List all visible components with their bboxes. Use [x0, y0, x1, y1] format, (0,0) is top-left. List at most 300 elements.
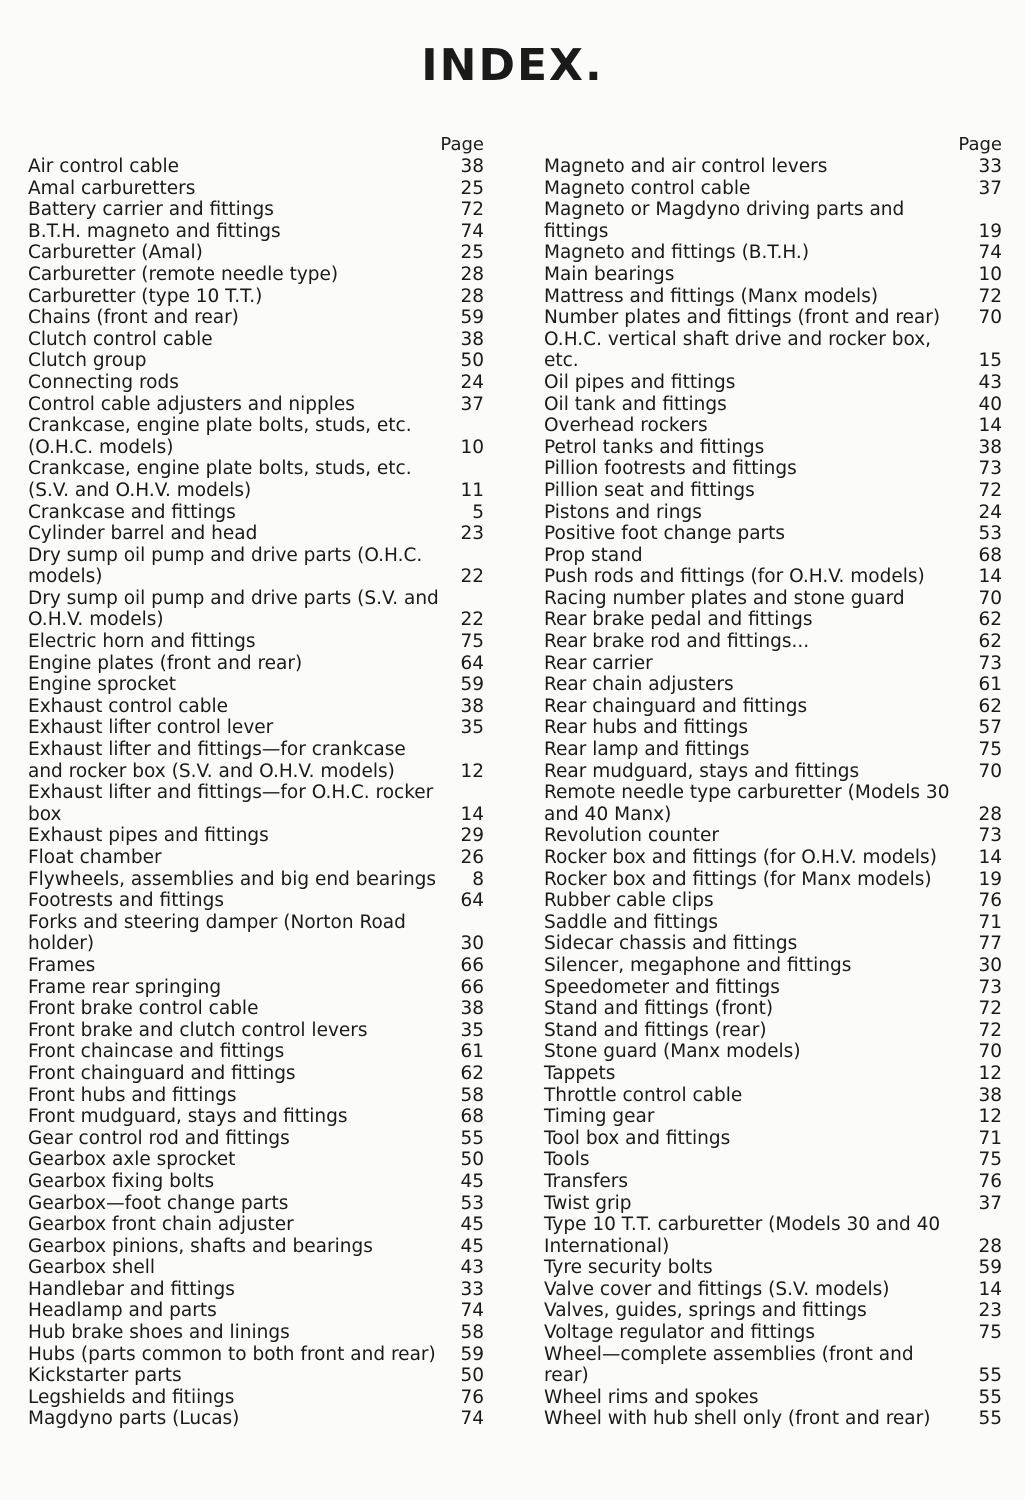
index-entry-text: [544, 653, 962, 675]
index-entry: [544, 1344, 1006, 1387]
index-entry-label: Gearbox—foot change parts: [28, 1192, 289, 1214]
index-entry-page: 28: [978, 803, 1002, 825]
index-entry-label: Push rods and fittings (for O.H.V. models): [544, 566, 925, 588]
index-entry-label: Exhaust pipes and fittings: [28, 825, 269, 847]
index-entry: [544, 761, 1006, 783]
index-entry-page: 66: [460, 954, 484, 976]
index-entry: [28, 782, 488, 825]
index-column-right: [544, 134, 1006, 1430]
index-entry-label: Rubber cable clips: [544, 890, 714, 912]
index-entry-page: 64: [460, 890, 484, 912]
index-entry-page: 72: [978, 998, 1002, 1020]
index-entry-text: [28, 782, 444, 825]
index-entry-label: Timing gear: [544, 1106, 655, 1128]
index-entry: [28, 394, 488, 416]
index-entry-label: Rear carrier: [544, 652, 653, 674]
index-entry-page: 53: [978, 523, 1002, 545]
index-entry: [544, 1063, 1006, 1085]
index-entry-page: 59: [978, 1257, 1002, 1279]
index-entry-text: [544, 502, 962, 524]
index-entry-label: Rear chainguard and fittings: [544, 695, 808, 717]
index-entry-label: Electric horn and fittings: [28, 631, 256, 653]
index-entry-label: Headlamp and parts: [28, 1300, 217, 1322]
index-entry-label: Valve cover and fittings (S.V. models): [544, 1278, 890, 1300]
index-entry: [544, 1171, 1006, 1193]
index-entry-text: [544, 1322, 962, 1344]
index-entry: [28, 869, 488, 891]
index-entry-text: [28, 523, 444, 545]
index-entry-page: 77: [978, 933, 1002, 955]
index-entry-text: [544, 847, 962, 869]
index-entry-page: 23: [460, 523, 484, 545]
index-entry-text: [28, 307, 444, 329]
index-entry: [28, 739, 488, 782]
index-entry: [544, 588, 1006, 610]
index-entry-label: Front chainguard and fittings: [28, 1062, 296, 1084]
index-entry-label: Kickstarter parts: [28, 1365, 182, 1387]
index-entry-label: Battery carrier and fittings: [28, 199, 274, 221]
index-entry-text: [544, 242, 962, 264]
index-entry-text: [28, 1322, 444, 1344]
index-entry: [28, 1020, 488, 1042]
index-entry-label: Carburetter (type 10 T.T.): [28, 285, 263, 307]
index-entry-label: Clutch control cable: [28, 328, 213, 350]
index-entry-text: [544, 869, 962, 891]
index-entry-label: Gearbox shell: [28, 1257, 156, 1279]
index-entry-page: 66: [460, 976, 484, 998]
index-entry-page: 33: [978, 156, 1002, 177]
index-entry-text: [28, 912, 444, 955]
page-column-header: Page: [958, 134, 1002, 155]
index-entry-text: [28, 1171, 444, 1193]
index-entry-page: 28: [460, 285, 484, 307]
index-entry: [544, 545, 1006, 567]
index-entry-page: 58: [460, 1084, 484, 1106]
index-entry: [28, 264, 488, 286]
index-entry-label: Amal carburetters: [28, 177, 196, 199]
index-column-left: [28, 134, 488, 1430]
index-entry-page: 14: [978, 1278, 1002, 1300]
index-entry-text: [544, 739, 962, 761]
index-entry-text: [544, 825, 962, 847]
index-entry-text: [28, 350, 444, 372]
index-entry-label: Hub brake shoes and linings: [28, 1322, 290, 1344]
index-entry-text: [28, 1300, 444, 1322]
index-entry: [28, 1365, 488, 1387]
index-entry-text: [544, 372, 962, 394]
index-entry-text: [544, 199, 962, 242]
index-entry: [544, 394, 1006, 416]
index-entry: [28, 1257, 488, 1279]
index-entry-page: 11: [460, 479, 484, 501]
index-entry-text: [544, 1193, 962, 1215]
index-entry: [28, 1041, 488, 1063]
index-entry-label: Rear brake pedal and fittings: [544, 609, 813, 631]
index-entry: [28, 1236, 488, 1258]
index-entry-text: [544, 156, 962, 178]
index-entry-page: 38: [978, 436, 1002, 458]
index-entry-label: Crankcase and fittings: [28, 501, 236, 523]
index-entry-page: 74: [460, 1300, 484, 1322]
index-entry: [28, 674, 488, 696]
index-entry-page: 55: [978, 1386, 1002, 1408]
index-entry: [28, 1214, 488, 1236]
index-entry: [544, 523, 1006, 545]
index-entry-page: 75: [978, 1149, 1002, 1171]
index-entry: [28, 1193, 488, 1215]
index-entry-page: 75: [978, 739, 1002, 761]
index-entry-page: 37: [460, 393, 484, 415]
index-entry-text: [28, 977, 444, 999]
index-entry-label: Exhaust lifter and fittings—for O.H.C. rocker box: [28, 782, 434, 825]
index-entry-text: [544, 437, 962, 459]
index-entry-page: 22: [460, 609, 484, 631]
index-entry-text: [544, 1171, 962, 1193]
index-entry-label: Clutch group: [28, 350, 147, 372]
index-entry-text: [544, 674, 962, 696]
index-entry-page: 38: [978, 1084, 1002, 1106]
index-entry-page: 19: [978, 868, 1002, 890]
index-entry: [544, 696, 1006, 718]
index-entry: [544, 1300, 1006, 1322]
index-entry: [28, 1106, 488, 1128]
index-entry-label: Mattress and fittings (Manx models): [544, 285, 879, 307]
index-entry-page: 62: [978, 631, 1002, 653]
index-entry-page: 10: [460, 436, 484, 458]
index-entry-text: [28, 242, 444, 264]
index-entry-page: 40: [978, 393, 1002, 415]
index-entry-page: 35: [460, 1019, 484, 1041]
index-entry-label: Control cable adjusters and nipples: [28, 393, 355, 415]
index-entry-text: [544, 458, 962, 480]
index-entry-label: Tools: [544, 1149, 590, 1171]
index-entry-text: [544, 1279, 962, 1301]
index-entry-label: Voltage regulator and fittings: [544, 1322, 815, 1344]
index-entry-label: Frame rear springing: [28, 976, 222, 998]
index-entry-label: Pillion footrests and fittings: [544, 458, 797, 480]
index-entry-text: [544, 631, 962, 653]
index-entry: [544, 566, 1006, 588]
index-entry-text: [544, 761, 962, 783]
index-entry-text: [28, 286, 444, 308]
index-entry-text: [28, 156, 444, 178]
index-entry-label: Flywheels, assemblies and big end bearings: [28, 868, 437, 890]
index-entry: [28, 372, 488, 394]
index-entry-label: Transfers: [544, 1170, 629, 1192]
index-entry-text: [544, 286, 962, 308]
index-entry-text: [544, 977, 962, 999]
index-entry-text: [544, 955, 962, 977]
index-entry-label: B.T.H. magneto and fittings: [28, 220, 281, 242]
index-entry: [544, 825, 1006, 847]
index-entry-label: Frames: [28, 954, 96, 976]
index-entry-text: [28, 825, 444, 847]
index-entry-label: Front brake and clutch control levers: [28, 1019, 368, 1041]
index-entry-text: [28, 372, 444, 394]
index-entry: [544, 156, 1006, 178]
index-entry-page: 14: [460, 803, 484, 825]
index-entry-page: 5: [472, 501, 484, 523]
index-entry: [544, 415, 1006, 437]
index-entry-text: [28, 221, 444, 243]
index-entry: [544, 307, 1006, 329]
index-entry-label: Carburetter (remote needle type): [28, 263, 339, 285]
index-entry: [28, 178, 488, 200]
index-entry: [28, 1279, 488, 1301]
index-entry-label: Engine plates (front and rear): [28, 652, 303, 674]
index-entry-text: [544, 566, 962, 588]
index-entry: [544, 998, 1006, 1020]
index-entry-page: 25: [460, 242, 484, 264]
index-entry: [28, 890, 488, 912]
index-entry-page: 74: [978, 242, 1002, 264]
index-entry-label: Hubs (parts common to both front and rear): [28, 1343, 436, 1365]
index-entry-text: [28, 998, 444, 1020]
index-entry-page: 72: [460, 199, 484, 221]
index-entry-text: [28, 955, 444, 977]
index-entry-label: Magneto control cable: [544, 177, 751, 199]
index-entry-page: 76: [978, 890, 1002, 912]
index-entry-text: [28, 1063, 444, 1085]
index-entry: [544, 977, 1006, 999]
index-entry-text: [28, 199, 444, 221]
index-entry: [544, 653, 1006, 675]
index-entry-text: [28, 1128, 444, 1150]
index-entry-text: [544, 1106, 962, 1128]
index-entry-page: 30: [460, 933, 484, 955]
index-entry-label: Chains (front and rear): [28, 307, 239, 329]
index-entry: [544, 869, 1006, 891]
index-entry-page: 74: [460, 1408, 484, 1430]
index-entry-page: 45: [460, 1214, 484, 1236]
index-entry-label: Positive foot change parts: [544, 523, 786, 545]
index-entry-label: Main bearings: [544, 263, 675, 285]
index-entry: [544, 1387, 1006, 1409]
index-entry-page: 43: [460, 1257, 484, 1279]
index-entry: [28, 1085, 488, 1107]
index-entry-page: 55: [978, 1365, 1002, 1387]
index-entry-page: 70: [978, 307, 1002, 329]
index-entry-label: Tool box and fittings: [544, 1127, 731, 1149]
index-entry-page: 30: [978, 954, 1002, 976]
index-entry-page: 50: [460, 350, 484, 372]
index-entry-label: Exhaust control cable: [28, 695, 228, 717]
index-entry: [544, 437, 1006, 459]
index-entry-label: Handlebar and fittings: [28, 1278, 235, 1300]
index-entry-label: Rocker box and fittings (for Manx models): [544, 868, 932, 890]
index-entry-text: [544, 545, 962, 567]
index-entry: [544, 912, 1006, 934]
index-entry-label: Front brake control cable: [28, 998, 259, 1020]
index-entry-text: [544, 1344, 962, 1387]
index-entry-label: Carburetter (Amal): [28, 242, 203, 264]
index-entry-label: Stone guard (Manx models): [544, 1041, 801, 1063]
index-entry-text: [544, 933, 962, 955]
index-entry-page: 76: [460, 1386, 484, 1408]
index-entry-label: Tappets: [544, 1062, 616, 1084]
index-entry: [28, 523, 488, 545]
index-entry-page: 12: [460, 760, 484, 782]
index-entry-label: Petrol tanks and fittings: [544, 436, 765, 458]
index-entry-text: [28, 329, 444, 351]
index-entry-page: 68: [460, 1106, 484, 1128]
index-entry-page: 38: [460, 998, 484, 1020]
index-entry: [28, 1322, 488, 1344]
index-entry-page: 25: [460, 177, 484, 199]
index-entry-page: 70: [978, 1041, 1002, 1063]
index-entry-text: [28, 1214, 444, 1236]
index-entry-text: [544, 1300, 962, 1322]
index-entry-page: 15: [978, 350, 1002, 372]
index-entry-page: 28: [978, 1235, 1002, 1257]
index-entry-page: 55: [978, 1408, 1002, 1430]
index-entry-text: [544, 1085, 962, 1107]
index-entry: [28, 1408, 488, 1430]
index-entry-label: Gearbox fixing bolts: [28, 1170, 215, 1192]
index-entry-label: Rear chain adjusters: [544, 674, 734, 696]
index-entry: [544, 717, 1006, 739]
index-entry-page: 68: [978, 544, 1002, 566]
index-entry-text: [544, 523, 962, 545]
index-entry-page: 45: [460, 1170, 484, 1192]
index-entry: [28, 631, 488, 653]
index-entry-page: 38: [460, 328, 484, 350]
index-entry-page: 10: [978, 263, 1002, 285]
index-entry-text: [28, 1365, 444, 1387]
index-entry-text: [28, 545, 444, 588]
index-entry-page: 57: [978, 717, 1002, 739]
index-entry-text: [544, 1149, 962, 1171]
index-entry-text: [544, 1387, 962, 1409]
index-entry-text: [544, 394, 962, 416]
index-entry-label: Racing number plates and stone guard: [544, 587, 905, 609]
index-entry-text: [28, 588, 444, 631]
index-entry-label: Legshields and fitiings: [28, 1386, 235, 1408]
index-entry: [544, 782, 1006, 825]
index-entry-text: [544, 1257, 962, 1279]
index-entry-label: Saddle and fittings: [544, 911, 719, 933]
index-entry-page: 37: [978, 1192, 1002, 1214]
index-entry-page: 14: [978, 847, 1002, 868]
index-entry-label: Float chamber: [28, 847, 162, 868]
index-entry: [28, 1128, 488, 1150]
index-entry-page: 23: [978, 1300, 1002, 1322]
index-entry-text: [544, 782, 962, 825]
index-entry-page: 55: [460, 1127, 484, 1149]
index-entry-text: [544, 1128, 962, 1150]
index-entry-label: Front hubs and fittings: [28, 1084, 237, 1106]
index-entry-text: [28, 890, 444, 912]
index-entry-text: [544, 609, 962, 631]
index-entry: [544, 242, 1006, 264]
index-entry: [544, 1214, 1006, 1257]
index-entry: [544, 1279, 1006, 1301]
index-entry-page: 38: [460, 156, 484, 177]
index-entry: [544, 933, 1006, 955]
index-entry-label: Gearbox axle sprocket: [28, 1149, 236, 1171]
index-entry: [28, 242, 488, 264]
index-entry-page: 24: [978, 501, 1002, 523]
index-entry-page: 8: [472, 868, 484, 890]
index-entry-label: Pistons and rings: [544, 501, 702, 523]
index-entry-label: Engine sprocket: [28, 674, 177, 696]
index-entry-text: [544, 329, 962, 372]
index-entry-page: 71: [978, 911, 1002, 933]
index-entry-page: 70: [978, 760, 1002, 782]
index-entry-label: Dry sump oil pump and drive parts (S.V. and O.H.V. models): [28, 587, 439, 631]
index-entry-page: 61: [978, 674, 1002, 696]
index-entry: [544, 1106, 1006, 1128]
index-entry-page: 75: [460, 631, 484, 653]
index-entry-text: [28, 1149, 444, 1171]
index-entry-text: [28, 394, 444, 416]
index-entry-label: Magneto or Magdyno driving parts and fittings: [544, 199, 905, 242]
index-entry-page: 38: [460, 695, 484, 717]
index-entry-text: [544, 415, 962, 437]
index-entry: [544, 1322, 1006, 1344]
index-entry: [544, 372, 1006, 394]
index-entry-text: [544, 1063, 962, 1085]
index-entry-page: 64: [460, 652, 484, 674]
index-entry-text: [28, 1257, 444, 1279]
index-entry: [28, 286, 488, 308]
index-entry: [544, 480, 1006, 502]
index-entry: [544, 1128, 1006, 1150]
index-entry: [544, 890, 1006, 912]
index-entry-text: [544, 696, 962, 718]
index-entry: [28, 1171, 488, 1193]
index-entry-page: 59: [460, 1343, 484, 1365]
index-entry-label: Magneto and air control levers: [544, 156, 828, 177]
index-entry: [544, 264, 1006, 286]
index-list-right: [544, 156, 1006, 1430]
index-entry-page: 76: [978, 1170, 1002, 1192]
index-entry-label: Footrests and fittings: [28, 890, 224, 912]
index-entry-label: Speedometer and fittings: [544, 976, 780, 998]
index-entry-label: Oil pipes and fittings: [544, 371, 736, 393]
index-entry-page: 62: [978, 609, 1002, 631]
index-entry-text: [28, 1041, 444, 1063]
index-entry-label: Throttle control cable: [544, 1084, 743, 1106]
index-entry-label: Wheel—complete assemblies (front and rear): [544, 1343, 914, 1387]
index-entry-text: [28, 1020, 444, 1042]
index-entry: [544, 739, 1006, 761]
index-entry-label: Wheel rims and spokes: [544, 1386, 759, 1408]
index-entry-label: Dry sump oil pump and drive parts (O.H.C. models): [28, 544, 423, 588]
index-entry: [544, 955, 1006, 977]
index-entry-page: 59: [460, 674, 484, 696]
index-entry-page: 58: [460, 1322, 484, 1344]
index-entry-label: Rear mudguard, stays and fittings: [544, 760, 860, 782]
index-entry: [28, 847, 488, 869]
index-entry-page: 22: [460, 566, 484, 588]
index-entry: [28, 977, 488, 999]
index-entry-text: [544, 717, 962, 739]
index-entry-text: [28, 631, 444, 653]
index-entry-page: 72: [978, 285, 1002, 307]
index-entry: [28, 1387, 488, 1409]
index-entry-page: 70: [978, 587, 1002, 609]
index-entry: [544, 847, 1006, 869]
index-entry-label: Pillion seat and fittings: [544, 479, 755, 501]
index-entry-text: [544, 998, 962, 1020]
index-entry-text: [28, 415, 444, 458]
index-entry-label: Air control cable: [28, 156, 180, 177]
index-entry-label: Oil tank and fittings: [544, 393, 727, 415]
index-entry-text: [28, 1387, 444, 1409]
index-entry-text: [28, 458, 444, 501]
page-title: INDEX.: [421, 40, 604, 91]
